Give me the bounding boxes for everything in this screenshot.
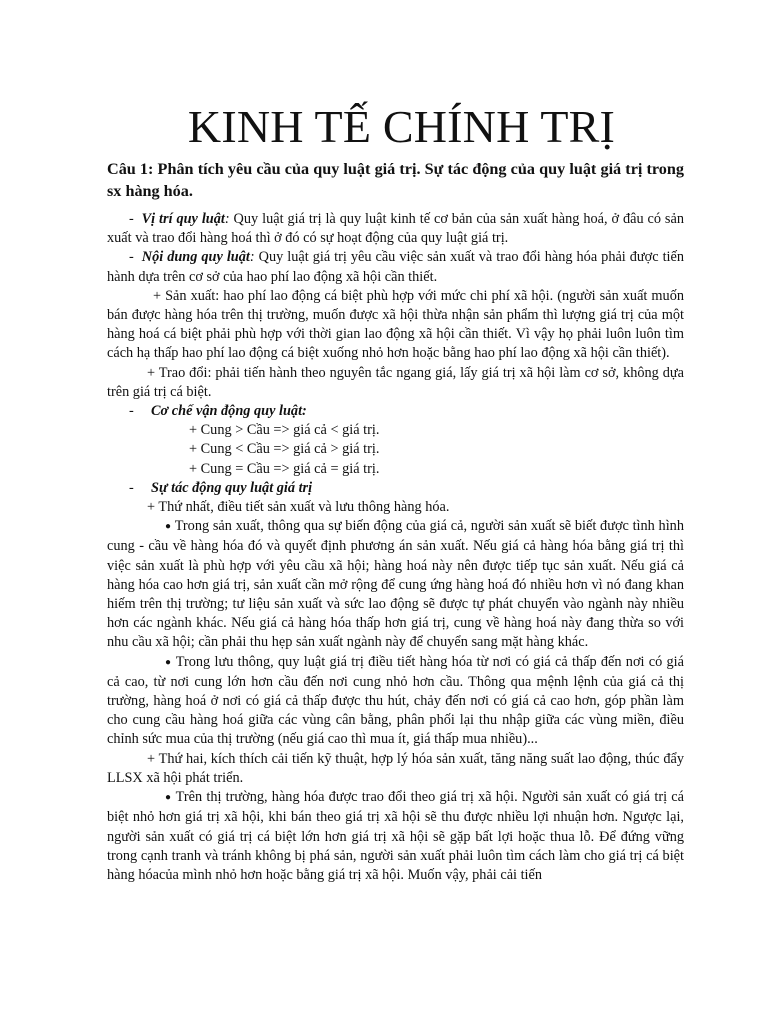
bullet-text: Trong lưu thông, quy luật giá trị điều tiết hàng hóa từ nơi có giá cả thấp đến nơi có giá cả cao, từ nơi cung lớn hơn cầu đến nơi cung nhỏ hơn cầu. Thông qua mệnh lệnh của giá cả thị trường, hàng hoá ở nơi có giá cả thấp được thu hút, chảy đến nơi có giá cả cao hơn, góp phần làm cho cung cầu hàng hoá giữa các vùng cân bằng, phân phối lại thu nhập giữa các vùng miền, điều chỉnh sức mua của thị trường (nếu giá cao thì mua ít, giá thấp mua nhiều)... (107, 653, 684, 748)
label-noi-dung: Nội dung quy luật (141, 249, 250, 266)
colon: : (224, 211, 230, 227)
bullet-icon: ● (165, 792, 172, 804)
text-noi-dung: Quy luật giá trị yêu cầu việc sản xuất và trao đổi hàng hóa phải được tiến hành dựa trên cơ sở của hao phí lao động xã hội cần thiết. (107, 249, 685, 285)
dash: - (129, 403, 134, 420)
paragraph-noi-dung (107, 248, 684, 286)
paragraph-trao-doi: + Trao đổi: phải tiến hành theo nguyên tắc ngang giá, lấy giá trị xã hội làm cơ sở, không dựa trên giá trị cá biệt. (107, 364, 684, 400)
text-vi-tri: Quy luật giá trị là quy luật kinh tế cơ bản của sản xuất hàng hoá, ở đâu có sản xuất và trao đổi hàng hoá thì ở đó có sự hoạt động của quy luật giá trị. (107, 211, 684, 247)
heading-co-che (107, 402, 684, 421)
document-page (107, 100, 684, 885)
bullet-paragraph-thi-truong (107, 788, 684, 885)
bullet-text: Trên thị trường, hàng hóa được trao đổi theo giá trị xã hội. Người sản xuất có giá trị cá biệt nhỏ hơn giá trị xã hội, khi bán theo giá trị xã hội sẽ thu được nhiều lợi nhuận hơn. Ngược lại, người sản xuất có giá trị cá biệt lớn hơn giá trị xã hội sẽ gặp bất lợi hoặc thua lỗ. Để đứng vững trong cạnh tranh và tránh không bị phá sản, người sản xuất phải luôn tìm cách làm cho giá trị cá biệt hàng hóacủa mình nhỏ hơn hoặc bằng giá trị xã hội. Muốn vậy, phải cải tiến (107, 789, 684, 883)
bullet-icon: ● (165, 521, 172, 533)
paragraph-vi-tri (107, 210, 684, 248)
label-vi-tri: Vị trí quy luật (141, 211, 225, 227)
dash: - (129, 211, 134, 227)
mechanism-item: + Cung = Cầu => giá cả = giá trị. (189, 460, 380, 477)
bullet-icon: ● (165, 656, 172, 668)
page-title: KINH TẾ CHÍNH TRỊ (187, 101, 616, 152)
mechanism-item: + Cung > Cầu => giá cả < giá trị. (189, 422, 380, 439)
bullet-text: Trong sản xuất, thông qua sự biến động của giá cả, người sản xuất sẽ biết được tình hình cung - cầu về hàng hóa đó và quyết định phương án sản xuất. Nếu giá cả hàng hóa bằng giá trị thì việc sản xuất là phù hợp với yêu cầu xã hội; hàng hoá này nên được tiếp tục sản xuất. Nếu giá cả hàng hóa cao hơn giá trị, sản xuất cần mở rộng để cung ứng hàng hoá đó nhiều hơn vì nó đang khan hiếm trên thị trường; tư liệu sản xuất và sức lao động sẽ được tự phát chuyển vào ngành này nhiều hơn các ngành khác. Nếu giá cả hàng hóa thấp hơn giá trị, cung về hàng hoá này đang thừa so với nhu cầu xã hội; cần phải thu hẹp sản xuất ngành này để chuyển sang mặt hàng khác. (107, 518, 684, 651)
heading-tac-dong-text: Sự tác động quy luật giá trị (151, 479, 313, 496)
paragraph-san-xuat: + Sản xuất: hao phí lao động cá biệt phù hợp với mức chi phí xã hội. (người sản xuất muốn bán được hàng hóa trên thị trường, muốn được xã hội thừa nhận sản phẩm thì lượng giá trị của một hàng hoá cá biệt phải phù hợp với thời gian lao động xã hội cần thiết. Vì vậy họ phải luôn luôn tìm cách hạ thấp hao phí lao động cá biệt xuống nhỏ hơn hoặc bằng hao phí lao động xã hội cần thiết). (107, 287, 684, 362)
dash: - (129, 479, 134, 496)
heading-co-che-text: Cơ chế vận động quy luật: (151, 403, 307, 420)
bullet-paragraph-luu-thong (107, 653, 684, 750)
mechanism-item: + Cung < Cầu => giá cả > giá trị. (189, 441, 380, 458)
dash: - (129, 249, 134, 266)
paragraph-thu-nhat: + Thứ nhất, điều tiết sản xuất và lưu thông hàng hóa. (147, 499, 450, 516)
bullet-paragraph-san-xuat (107, 517, 684, 652)
question-heading: Câu 1: Phân tích yêu cầu của quy luật giá trị. Sự tác động của quy luật giá trị trong sx hàng hóa. (107, 160, 684, 200)
heading-tac-dong (107, 479, 684, 498)
paragraph-thu-hai: + Thứ hai, kích thích cải tiến kỹ thuật, hợp lý hóa sản xuất, tăng năng suất lao động, thúc đẩy LLSX xã hội phát triển. (107, 750, 684, 786)
colon: : (249, 249, 255, 266)
